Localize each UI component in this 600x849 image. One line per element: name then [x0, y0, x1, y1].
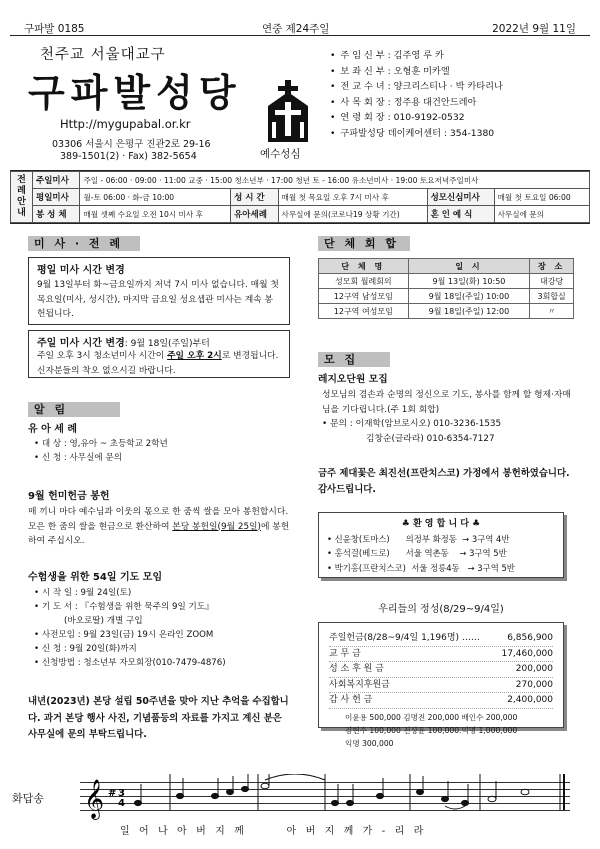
rice-offering-notice — [28, 489, 290, 549]
mass-section-head: 미 사 · 전 례 — [28, 236, 140, 251]
sunday-change-body-1: 주일 오후 3시 청소년미사 시간이 — [37, 351, 168, 361]
sunday-change-body-2: 로 변경됩니다. 신자분들의 착오 없으시길 바랍니다. — [37, 351, 279, 376]
exam-premeeting: 사전모임 : 9월 23일(금) 19시 온라인 ZOOM — [41, 630, 214, 640]
group-place: 〃 — [530, 304, 574, 319]
liturgy-schedule — [10, 170, 590, 224]
list-item: • 홍석걸(베드로) 서울 역촌동 → 3구역 5반 — [327, 548, 507, 558]
offering-amount: 270,000 — [515, 679, 553, 690]
issue-number: 구파발 0185 — [24, 23, 85, 35]
offering-row — [329, 662, 553, 678]
weekday-mass-times: 월-토 06:00 · 화-금 10:00 — [80, 189, 231, 206]
offering-amount: 6,856,900 — [507, 633, 553, 643]
staff-assistant: • 보 좌 신 부 : 오형훈 미카엘 — [330, 64, 503, 80]
liturgical-sunday: 연중 제24주일 — [262, 23, 330, 35]
staff-sisters: • 전 교 수 녀 : 양크리스티나 · 박 카타리나 — [330, 79, 503, 95]
exam-book: 기 도 서 : 『수험생을 위한 묵주의 9일 기도』 — [41, 602, 214, 612]
group-date: 9월 13일(화) 10:50 — [408, 274, 530, 289]
offering-label: 주일헌금(8/28~9/4일 1,196명) …… — [329, 633, 480, 643]
group-name: 12구역 남성모임 — [319, 289, 409, 304]
infant-baptism-label: 유아세례 — [231, 206, 278, 223]
offering-label: 성 소 후 원 금 — [329, 664, 384, 674]
sunday-change-date: : 9월 18일(주일)부터 — [124, 339, 210, 349]
offering-amount: 17,460,000 — [501, 648, 553, 659]
psalm-lyrics: 일 어 나 아 버 지 께 아 버 지 께 가 - 리 라 — [120, 826, 425, 837]
table-row — [319, 304, 574, 319]
welcome-title: ♣ 환 영 합 니 다 ♣ — [401, 519, 481, 529]
donor-line: 이윤용 500,000 김명진 200,000 배인수 200,000 — [345, 712, 518, 722]
legion-contact-1: • 문의 : 이재학(암브로시오) 010-3236-1535 — [322, 419, 502, 429]
staff-council: • 사 목 회 장 : 정주용 대건안드레아 — [330, 95, 503, 111]
rice-body-1: 매 끼니 마다 예수님과 이웃의 몫으로 한 줌씩 쌀을 모아 봉헌합시다. 모은 한 줌의 쌀을 현금으로 환산하여 — [28, 507, 289, 532]
table-row — [319, 289, 574, 304]
table-row — [319, 274, 574, 289]
exam-item: • 신청방법 : 청소년부 자모회장(010-7479-4876) — [34, 658, 226, 668]
marian-mass-text: 매월 첫 토요일 06:00 — [494, 189, 589, 206]
infant-baptism-target: • 대 상 : 영,유아 ~ 초등학교 2학년 — [34, 439, 168, 449]
staff-funeral: • 연 령 회 장 : 010-9192-0532 — [330, 110, 503, 126]
sacred-heart-logo-icon — [258, 78, 318, 144]
offering-title: 우리들의 정성(8/29~9/4일) — [378, 604, 504, 615]
staff-list — [330, 48, 503, 142]
svg-text:#: # — [108, 788, 117, 799]
legion-recruit-body: 성모님의 겸손과 순명의 정신으로 기도, 봉사를 함께 할 형제·자매님을 기다립니다.(주 1회 회합) — [322, 390, 571, 415]
notices-section-head: 알 림 — [28, 402, 120, 417]
exam-book-note: (바오로딸) 개별 구입 — [34, 616, 143, 626]
weekday-change-box — [28, 257, 290, 325]
altar-flowers-notice: 금주 제대꽃은 최진선(프란치스코) 가정에서 봉헌하였습니다. 감사드립니다. — [318, 468, 570, 495]
psalm-label: 화답송 — [12, 792, 44, 805]
issue-date: 2022년 9월 11일 — [492, 23, 576, 35]
parish-url[interactable]: Http://mygupabal.or.kr — [60, 117, 191, 131]
donor-line: 김현수 100,000 전상윤 100,000.익명 1,000,000 — [345, 725, 518, 735]
holy-hour-text: 매월 첫 목요일 오후 7시 미사 후 — [278, 189, 427, 206]
parish-address: 03306 서울시 은평구 진관2로 29-16 — [52, 139, 211, 150]
group-name: 성모회 월례회의 — [319, 274, 409, 289]
group-place: 대강당 — [530, 274, 574, 289]
offering-label: 사회복지후원금 — [329, 679, 390, 690]
infant-apply-text: 신 청 : 사무실에 문의 — [41, 453, 123, 463]
offering-row — [329, 631, 553, 647]
holy-hour-label: 성 시 간 — [231, 189, 278, 206]
staff-daycare: • 구파발성당 데이케어센터 : 354-1380 — [330, 126, 503, 142]
offering-box — [318, 622, 564, 748]
infant-baptism-notice — [28, 422, 290, 465]
infant-target-text: 대 상 : 영,유아 ~ 초등학교 2학년 — [41, 439, 168, 449]
exam-prayer-title: 수험생을 위한 54일 기도 모임 — [28, 572, 163, 583]
communion-label: 봉 성 체 — [33, 206, 80, 223]
svg-text:4: 4 — [118, 798, 125, 809]
schedule-side-label: 전례안내 — [11, 172, 33, 223]
parish-phone: 389-1501(2) · Fax) 382-5654 — [60, 151, 197, 162]
rice-body-date: 본당 봉헌일(9월 25일) — [172, 521, 261, 532]
group-place: 3회합실 — [530, 289, 574, 304]
exam-item: • 시 작 일 : 9월 24일(토) — [34, 588, 132, 598]
sunday-mass-label: 주일미사 — [33, 172, 80, 189]
exam-item: • 기 도 서 : 『수험생을 위한 묵주의 9일 기도』 — [34, 602, 214, 612]
issue-header — [10, 20, 590, 36]
legion-contact-2: 김창순(글라라) 010-6354-7127 — [366, 433, 495, 444]
welcome-item-text: 박기홍(프란치스코) 서울 정릉4동 → 3구역 5반 — [334, 562, 515, 573]
exam-start: 시 작 일 : 9월 24일(토) — [41, 588, 132, 598]
legion-contact-1-text: 문의 : 이재학(암브로시오) 010-3236-1535 — [330, 419, 502, 429]
list-item: • 박기홍(프란치스코) 서울 정릉4동 → 3구역 5반 — [327, 562, 515, 573]
welcome-box — [318, 512, 564, 578]
sunday-mass-times: 주일 - 06:00 · 09:00 · 11:00 교중 · 15:00 청소년부 · 17:00 청년 토 - 16:00 유소년미사 · 19:00 토요저녁주일미사 — [80, 172, 590, 189]
anniversary-notice: 내년(2023년) 본당 설립 50주년을 맞아 지난 추억을 수집합니다. 과거 본당 행사 사진, 기념품등의 자료를 가지고 계신 분은 사무실에 문의 부탁드립니다. — [28, 696, 289, 740]
weekday-change-body: 9월 13일부터 화~금요일까지 저녁 7시 미사 없습니다. 매월 첫 목요일(미사, 성시간), 마지막 금요일 성요셉관 미사는 계속 봉헌됩니다. — [37, 280, 279, 319]
wedding-text: 사무실에 문의 — [494, 206, 589, 223]
svg-text:𝄞: 𝄞 — [84, 779, 105, 819]
weekday-change-title: 평일 미사 시간 변경 — [37, 265, 125, 276]
weekday-mass-label: 평일미사 — [33, 189, 80, 206]
group-date: 9월 18일(주일) 12:00 — [408, 304, 530, 319]
logo-caption: 예수성심 — [260, 148, 301, 160]
group-date: 9월 18일(주일) 10:00 — [408, 289, 530, 304]
exam-apply: 신 청 : 9월 20일(화)까지 — [41, 644, 137, 654]
groups-section-head: 단 체 회 합 — [318, 236, 410, 251]
groups-col-place: 장 소 — [530, 259, 574, 274]
welcome-item-text: 홍석걸(베드로) 서울 역촌동 → 3구역 5반 — [334, 548, 507, 558]
offering-label: 감 사 헌 금 — [329, 695, 373, 705]
groups-table — [318, 258, 574, 319]
donor-line: 익명 300,000 — [345, 738, 394, 748]
infant-baptism-text: 사무실에 문의(코로나19 상황 기간) — [278, 206, 427, 223]
rice-offering-title: 9월 헌미헌금 봉헌 — [28, 491, 110, 502]
recruit-section-head: 모 집 — [318, 352, 390, 367]
communion-text: 매월 셋째 수요일 오전 10시 미사 후 — [80, 206, 231, 223]
offering-label: 교 무 금 — [329, 648, 361, 659]
list-item: • 신윤창(토마스) 의정부 화정동 → 3구역 4반 — [327, 533, 510, 544]
exam-prayer-notice — [28, 570, 290, 670]
groups-col-name: 단 체 명 — [319, 259, 409, 274]
sunday-change-heading — [37, 334, 281, 349]
offering-row — [329, 647, 553, 663]
sunday-change-new-time: 주일 오후 2시 — [167, 351, 222, 361]
groups-col-date: 일 시 — [408, 259, 530, 274]
infant-baptism-title: 유 아 세 례 — [28, 424, 78, 435]
legion-recruit-title: 레지오단원 모집 — [318, 374, 388, 385]
exam-item: • 사전모임 : 9월 23일(금) 19시 온라인 ZOOM — [34, 630, 214, 640]
offering-amount: 2,400,000 — [507, 695, 553, 705]
music-notes-icon — [80, 774, 570, 820]
exam-method: 신청방법 : 청소년부 자모회장(010-7479-4876) — [41, 658, 226, 668]
svg-text:3: 3 — [118, 788, 125, 799]
rice-offering-body — [28, 505, 290, 549]
staff-pastor: • 주 임 신 부 : 김주영 루 카 — [330, 48, 503, 64]
wedding-label: 혼 인 예 식 — [427, 206, 494, 223]
sunday-change-body — [37, 349, 281, 378]
group-name: 12구역 여성모임 — [319, 304, 409, 319]
offering-amount: 200,000 — [515, 664, 553, 674]
marian-mass-label: 성모신심미사 — [427, 189, 494, 206]
music-staff — [80, 779, 570, 819]
sunday-change-box — [28, 330, 290, 378]
sunday-change-title: 주일 미사 시간 변경 — [37, 338, 125, 349]
parish-title: 구파발성당 — [28, 71, 242, 115]
offering-row — [329, 678, 553, 694]
diocese-name: 천주교 서울대교구 — [40, 47, 166, 63]
legion-recruit — [318, 372, 576, 446]
infant-baptism-apply: • 신 청 : 사무실에 문의 — [34, 453, 123, 463]
offering-row — [329, 693, 553, 709]
welcome-item-text: 신윤창(토마스) 의정부 화정동 → 3구역 4반 — [334, 533, 510, 544]
exam-item: • 신 청 : 9월 20일(화)까지 — [34, 644, 137, 654]
rice-body-2: 에 봉헌하여 주십시오. — [28, 521, 290, 546]
